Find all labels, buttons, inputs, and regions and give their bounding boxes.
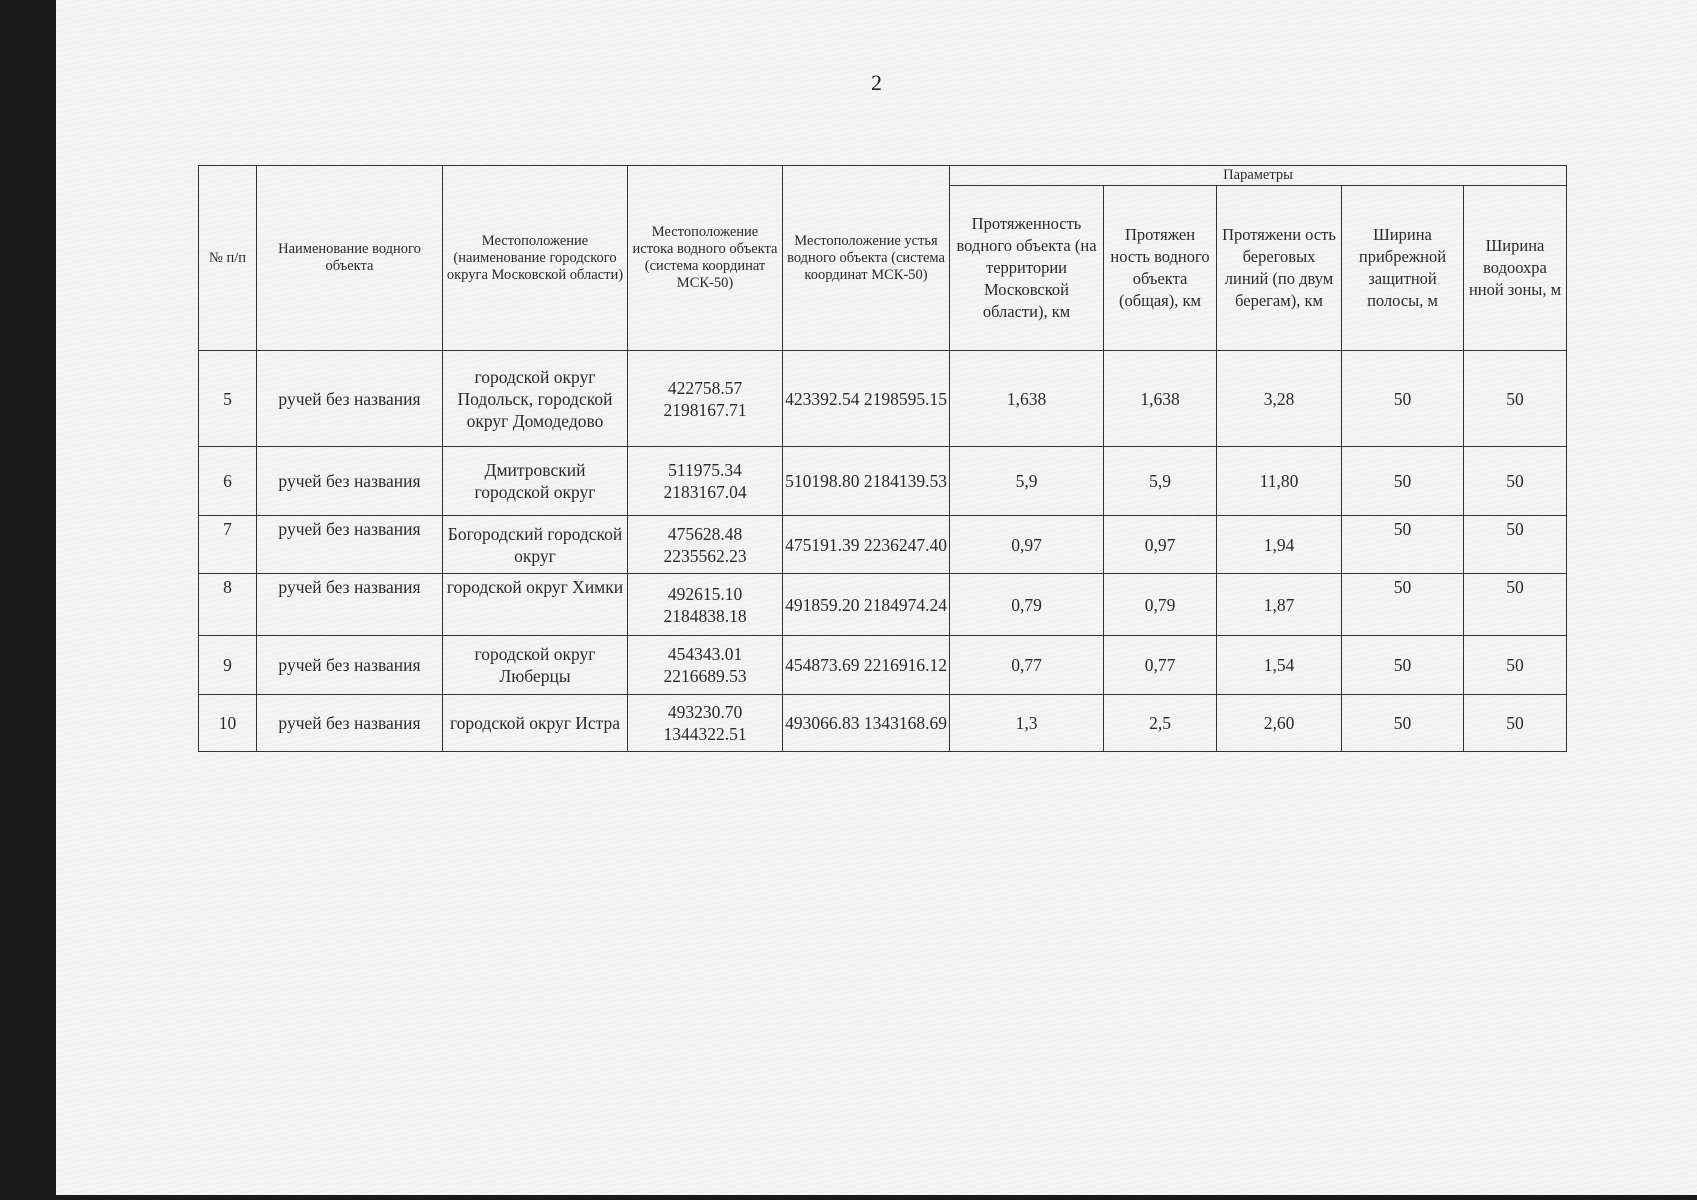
cell-num: 8 (199, 574, 257, 636)
cell-buffer-width: 50 (1342, 351, 1464, 447)
table-row (199, 516, 1567, 574)
document-page (56, 0, 1697, 1195)
cell-length-mo: 0,79 (950, 574, 1104, 636)
cell-buffer-width: 50 (1342, 574, 1464, 636)
cell-source: 422758.57 2198167.71 (628, 351, 783, 447)
cell-num: 9 (199, 636, 257, 695)
col-header-shore-length: Протяжени ость береговых линий (по двум берегам), км (1217, 186, 1342, 351)
cell-zone-width: 50 (1464, 695, 1567, 752)
cell-mouth: 454873.69 2216916.12 (783, 636, 950, 695)
cell-length-total: 2,5 (1104, 695, 1217, 752)
col-header-num: № п/п (199, 166, 257, 351)
table-row (199, 574, 1567, 636)
cell-name: ручей без названия (257, 574, 443, 636)
cell-location: Дмитровский городской округ (443, 447, 628, 516)
cell-mouth: 510198.80 2184139.53 (783, 447, 950, 516)
water-objects-table (198, 165, 1567, 752)
cell-mouth: 491859.20 2184974.24 (783, 574, 950, 636)
cell-location: городской округ Истра (443, 695, 628, 752)
cell-location: городской округ Химки (443, 574, 628, 636)
col-header-location: Местоположение (наименование городского округа Московской области) (443, 166, 628, 351)
cell-buffer-width: 50 (1342, 695, 1464, 752)
col-header-mouth: Местоположение устья водного объекта (система координат МСК-50) (783, 166, 950, 351)
cell-length-mo: 0,97 (950, 516, 1104, 574)
page-number: 2 (871, 70, 882, 95)
cell-name: ручей без названия (257, 636, 443, 695)
cell-source: 454343.01 2216689.53 (628, 636, 783, 695)
col-header-length-mo: Протяженность водного объекта (на территории Московской области), км (950, 186, 1104, 351)
cell-shore-length: 1,54 (1217, 636, 1342, 695)
cell-length-mo: 1,3 (950, 695, 1104, 752)
cell-length-total: 0,97 (1104, 516, 1217, 574)
cell-shore-length: 3,28 (1217, 351, 1342, 447)
cell-shore-length: 2,60 (1217, 695, 1342, 752)
cell-length-mo: 1,638 (950, 351, 1104, 447)
cell-location: городской округ Подольск, городской округ Домодедово (443, 351, 628, 447)
cell-num: 6 (199, 447, 257, 516)
col-header-name: Наименование водного объекта (257, 166, 443, 351)
params-group-header: Параметры (950, 166, 1567, 186)
cell-length-mo: 5,9 (950, 447, 1104, 516)
cell-num: 5 (199, 351, 257, 447)
cell-num: 7 (199, 516, 257, 574)
cell-zone-width: 50 (1464, 447, 1567, 516)
col-header-zone-width: Ширина водоохра нной зоны, м (1464, 186, 1567, 351)
cell-zone-width: 50 (1464, 574, 1567, 636)
col-header-source: Местоположение истока водного объекта (система координат МСК-50) (628, 166, 783, 351)
cell-shore-length: 1,94 (1217, 516, 1342, 574)
cell-buffer-width: 50 (1342, 516, 1464, 574)
cell-shore-length: 11,80 (1217, 447, 1342, 516)
table-row (199, 447, 1567, 516)
cell-name: ручей без названия (257, 351, 443, 447)
cell-source: 492615.10 2184838.18 (628, 574, 783, 636)
table-row (199, 351, 1567, 447)
cell-num: 10 (199, 695, 257, 752)
cell-length-total: 5,9 (1104, 447, 1217, 516)
cell-length-total: 0,79 (1104, 574, 1217, 636)
table-row (199, 695, 1567, 752)
cell-zone-width: 50 (1464, 516, 1567, 574)
table-row (199, 636, 1567, 695)
cell-buffer-width: 50 (1342, 636, 1464, 695)
cell-shore-length: 1,87 (1217, 574, 1342, 636)
cell-name: ручей без названия (257, 516, 443, 574)
cell-length-total: 1,638 (1104, 351, 1217, 447)
cell-length-total: 0,77 (1104, 636, 1217, 695)
cell-length-mo: 0,77 (950, 636, 1104, 695)
col-header-buffer-width: Ширина прибрежной защитной полосы, м (1342, 186, 1464, 351)
cell-mouth: 423392.54 2198595.15 (783, 351, 950, 447)
cell-name: ручей без названия (257, 447, 443, 516)
cell-zone-width: 50 (1464, 351, 1567, 447)
cell-location: городской округ Люберцы (443, 636, 628, 695)
cell-name: ручей без названия (257, 695, 443, 752)
cell-source: 511975.34 2183167.04 (628, 447, 783, 516)
cell-mouth: 493066.83 1343168.69 (783, 695, 950, 752)
cell-buffer-width: 50 (1342, 447, 1464, 516)
cell-zone-width: 50 (1464, 636, 1567, 695)
cell-source: 493230.70 1344322.51 (628, 695, 783, 752)
cell-source: 475628.48 2235562.23 (628, 516, 783, 574)
cell-location: Богородский городской округ (443, 516, 628, 574)
cell-mouth: 475191.39 2236247.40 (783, 516, 950, 574)
col-header-length-total: Протяжен ность водного объекта (общая), км (1104, 186, 1217, 351)
